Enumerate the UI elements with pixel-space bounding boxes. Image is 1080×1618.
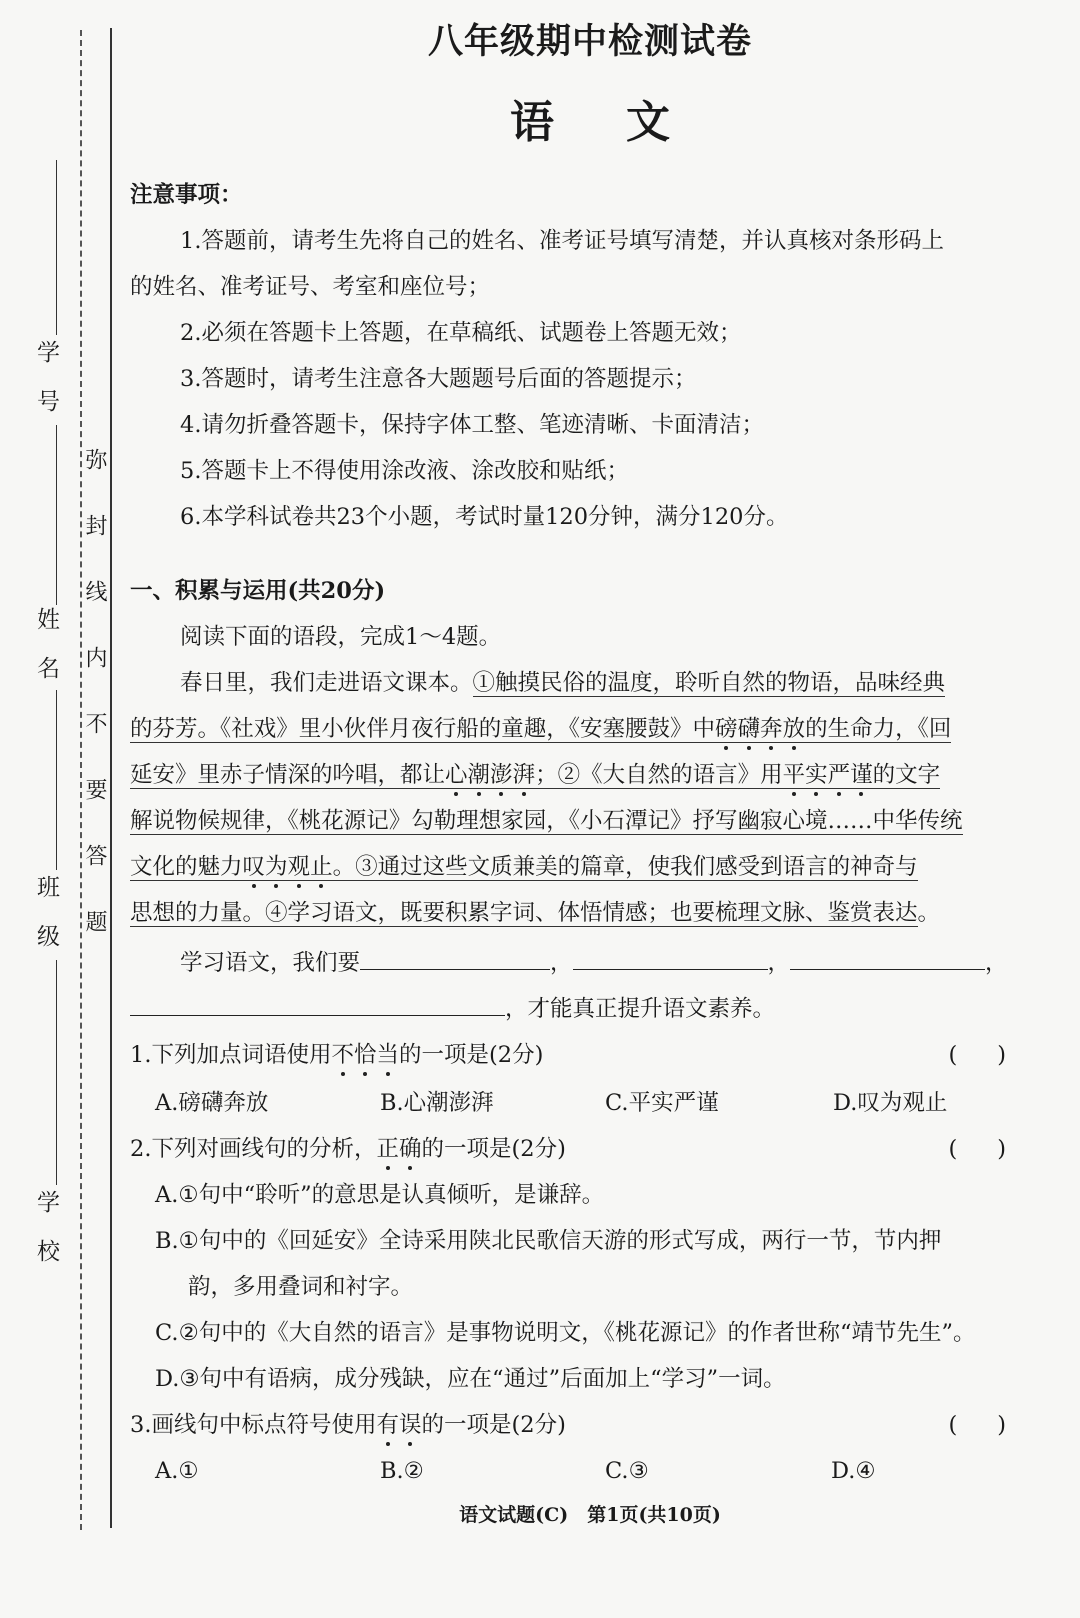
passage-text: 的芬芳。《社戏》里小伙伴月夜行船的童趣，《安塞腰鼓》中 bbox=[130, 716, 716, 742]
notes-heading: 注意事项： bbox=[130, 182, 243, 208]
passage-text: 。 bbox=[917, 900, 941, 926]
option-2b-line-2[interactable]: 韵，多用叠词和衬字。 bbox=[188, 1274, 414, 1300]
answer-blank-2[interactable] bbox=[573, 951, 768, 970]
note-3: 3.答题时，请考生注意各大题题号后面的答题提示； bbox=[180, 366, 697, 392]
option-1b[interactable]: B.心潮澎湃 bbox=[380, 1090, 494, 1116]
dotted-char: 潮 bbox=[467, 762, 491, 788]
dotted-char: 叹 bbox=[242, 854, 266, 880]
note-1-line-2: 的姓名、准考证号、考室和座位号； bbox=[130, 274, 491, 300]
passage-line-2 bbox=[130, 714, 951, 744]
comma: ， bbox=[985, 950, 1008, 976]
passage-line-3 bbox=[130, 760, 940, 790]
passage-line-6 bbox=[130, 898, 940, 928]
dotted-char: 实 bbox=[805, 762, 828, 788]
passage-text: 春日里，我们走进语文课本。 bbox=[180, 670, 473, 696]
subject-title: 语文 bbox=[510, 97, 742, 148]
answer-blank-1[interactable] bbox=[360, 951, 550, 970]
option-2c[interactable]: C.②句中的《大自然的语言》是事物说明文，《桃花源记》的作者世称“靖节先生”。 bbox=[155, 1320, 976, 1346]
page-footer: 语文试题(C) 第1页(共10页) bbox=[459, 1504, 721, 1526]
name-fill-line[interactable] bbox=[56, 690, 57, 870]
underlined-sentence-1: ①触摸民俗的温度，聆听自然的物语，品味经典 bbox=[472, 670, 946, 696]
underlined-text: 解说物候规律，《桃花源记》勾勒理想家园，《小石潭记》抒写幽寂心境……中华传统 bbox=[130, 808, 963, 834]
dotted-char: 有 bbox=[376, 1412, 399, 1438]
passage-text: 的生命力，《回 bbox=[805, 716, 952, 742]
dotted-char: 心 bbox=[445, 762, 468, 788]
student-id-fill-line[interactable] bbox=[56, 160, 57, 335]
option-2d[interactable]: D.③句中有语病，成分残缺，应在“通过”后面加上“学习”一词。 bbox=[155, 1366, 786, 1392]
dotted-char: 确 bbox=[398, 1136, 422, 1162]
class-fill-line[interactable] bbox=[56, 960, 57, 1185]
dotted-char: 正 bbox=[376, 1136, 399, 1162]
option-3d[interactable]: D.④ bbox=[831, 1458, 876, 1484]
passage-text: 。③通过这些文质兼美的篇章，使我们感受到语言的神奇与 bbox=[332, 854, 918, 880]
option-2b-line-1[interactable]: B.①句中的《回延安》全诗采用陕北民歌信天游的形式写成，两行一节，节内押 bbox=[155, 1228, 942, 1254]
option-1a[interactable]: A.磅礴奔放 bbox=[155, 1090, 269, 1116]
dotted-char: 磅 bbox=[715, 716, 738, 742]
name-fill-line-top[interactable] bbox=[56, 425, 57, 605]
underlined-text bbox=[130, 762, 940, 789]
dotted-word-4 bbox=[243, 854, 333, 880]
fill-in-line-2 bbox=[130, 994, 775, 1024]
passage-line-5 bbox=[130, 852, 918, 882]
dotted-keyword bbox=[376, 1136, 421, 1162]
stem-text: 2.下列对画线句的分析， bbox=[130, 1136, 377, 1162]
stem-text: 的一项是(2分) bbox=[421, 1136, 566, 1162]
student-id-label: 学号 bbox=[33, 340, 59, 438]
note-5: 5.答题卡上不得使用涂改液、涂改胶和贴纸； bbox=[180, 458, 629, 484]
seal-notice: 弥封线内不要答题 bbox=[82, 448, 107, 976]
note-1-line-1: 1.答题前，请考生先将自己的姓名、准考证号填写清楚，并认真核对条形码上 bbox=[180, 228, 944, 254]
section-1-intro: 阅读下面的语段，完成1～4题。 bbox=[180, 624, 502, 650]
underlined-sentence-4: 思想的力量。④学习语文，既要积累字词、体悟情感；也要梳理文脉、鉴赏表达 bbox=[130, 900, 918, 926]
dotted-char: 不 bbox=[331, 1042, 354, 1068]
passage-text: 延安》里赤子情深的吟唱，都让 bbox=[130, 762, 446, 788]
dotted-word-1 bbox=[715, 716, 805, 742]
underlined-text bbox=[130, 854, 918, 881]
passage-line-4 bbox=[130, 806, 963, 836]
question-1-stem bbox=[130, 1040, 543, 1070]
passage-text: ；②《大自然的语言》用 bbox=[535, 762, 783, 788]
dotted-char: 谨 bbox=[850, 762, 873, 788]
dotted-char: 观 bbox=[287, 854, 311, 880]
passage-text: 的文字 bbox=[872, 762, 941, 788]
stem-text: 1.下列加点词语使用 bbox=[130, 1042, 332, 1068]
answer-paren-1[interactable]: () bbox=[948, 1042, 1046, 1068]
underlined-text bbox=[130, 716, 951, 743]
dotted-char: 湃 bbox=[512, 762, 536, 788]
dotted-word-2 bbox=[445, 762, 535, 788]
option-3b[interactable]: B.② bbox=[380, 1458, 424, 1484]
exam-title: 八年级期中检测试卷 bbox=[427, 21, 752, 62]
binding-margin bbox=[0, 0, 122, 1618]
note-2: 2.必须在答题卡上答题，在草稿纸、试题卷上答题无效； bbox=[180, 320, 742, 346]
option-1d[interactable]: D.叹为观止 bbox=[833, 1090, 948, 1116]
school-label: 学校 bbox=[33, 1190, 59, 1288]
margin-solid-line bbox=[110, 28, 112, 1528]
stem-text: 的一项是(2分) bbox=[421, 1412, 566, 1438]
passage-text: 文化的魅力 bbox=[130, 854, 243, 880]
section-1-heading: 一、积累与运用(共20分) bbox=[130, 578, 386, 604]
dotted-char: 奔 bbox=[760, 716, 783, 742]
question-3-stem bbox=[130, 1410, 566, 1440]
answer-paren-3[interactable]: () bbox=[948, 1412, 1046, 1438]
answer-blank-3[interactable] bbox=[790, 951, 985, 970]
dotted-char: 放 bbox=[782, 716, 806, 742]
option-3c[interactable]: C.③ bbox=[605, 1458, 649, 1484]
passage-line-1 bbox=[180, 668, 945, 698]
comma: ， bbox=[767, 950, 791, 976]
dotted-char: 平 bbox=[782, 762, 806, 788]
option-2a[interactable]: A.①句中“聆听”的意思是认真倾听，是谦辞。 bbox=[155, 1182, 605, 1208]
question-2-stem bbox=[130, 1134, 566, 1164]
dotted-char: 恰 bbox=[353, 1042, 377, 1068]
dotted-keyword bbox=[376, 1412, 421, 1438]
dotted-word-3 bbox=[783, 762, 873, 788]
dotted-char: 严 bbox=[827, 762, 851, 788]
class-label: 班级 bbox=[33, 875, 59, 973]
fill-in-prompt: 学习语文，我们要 bbox=[180, 950, 361, 976]
fill-in-suffix: ，才能真正提升语文素养。 bbox=[505, 996, 776, 1022]
dotted-char: 礴 bbox=[737, 716, 761, 742]
note-4: 4.请勿折叠答题卡，保持字体工整、笔迹清晰、卡面清洁； bbox=[180, 412, 764, 438]
stem-text: 3.画线句中标点符号使用 bbox=[130, 1412, 377, 1438]
note-6: 6.本学科试卷共23个小题，考试时量120分钟，满分120分。 bbox=[180, 504, 789, 530]
answer-blank-4[interactable] bbox=[130, 997, 505, 1016]
name-label: 姓名 bbox=[33, 607, 59, 705]
stem-text: 的一项是(2分) bbox=[399, 1042, 544, 1068]
dotted-char: 止 bbox=[310, 854, 333, 880]
comma: ， bbox=[550, 950, 573, 976]
answer-paren-2[interactable]: () bbox=[948, 1136, 1046, 1162]
option-1c[interactable]: C.平实严谨 bbox=[605, 1090, 719, 1116]
option-3a[interactable]: A.① bbox=[155, 1458, 199, 1484]
dotted-char: 为 bbox=[265, 854, 288, 880]
dotted-char: 澎 bbox=[490, 762, 513, 788]
dotted-char: 误 bbox=[398, 1412, 422, 1438]
dotted-char: 当 bbox=[376, 1042, 400, 1068]
dotted-keyword bbox=[331, 1042, 399, 1068]
fill-in-line-1 bbox=[180, 948, 1008, 978]
